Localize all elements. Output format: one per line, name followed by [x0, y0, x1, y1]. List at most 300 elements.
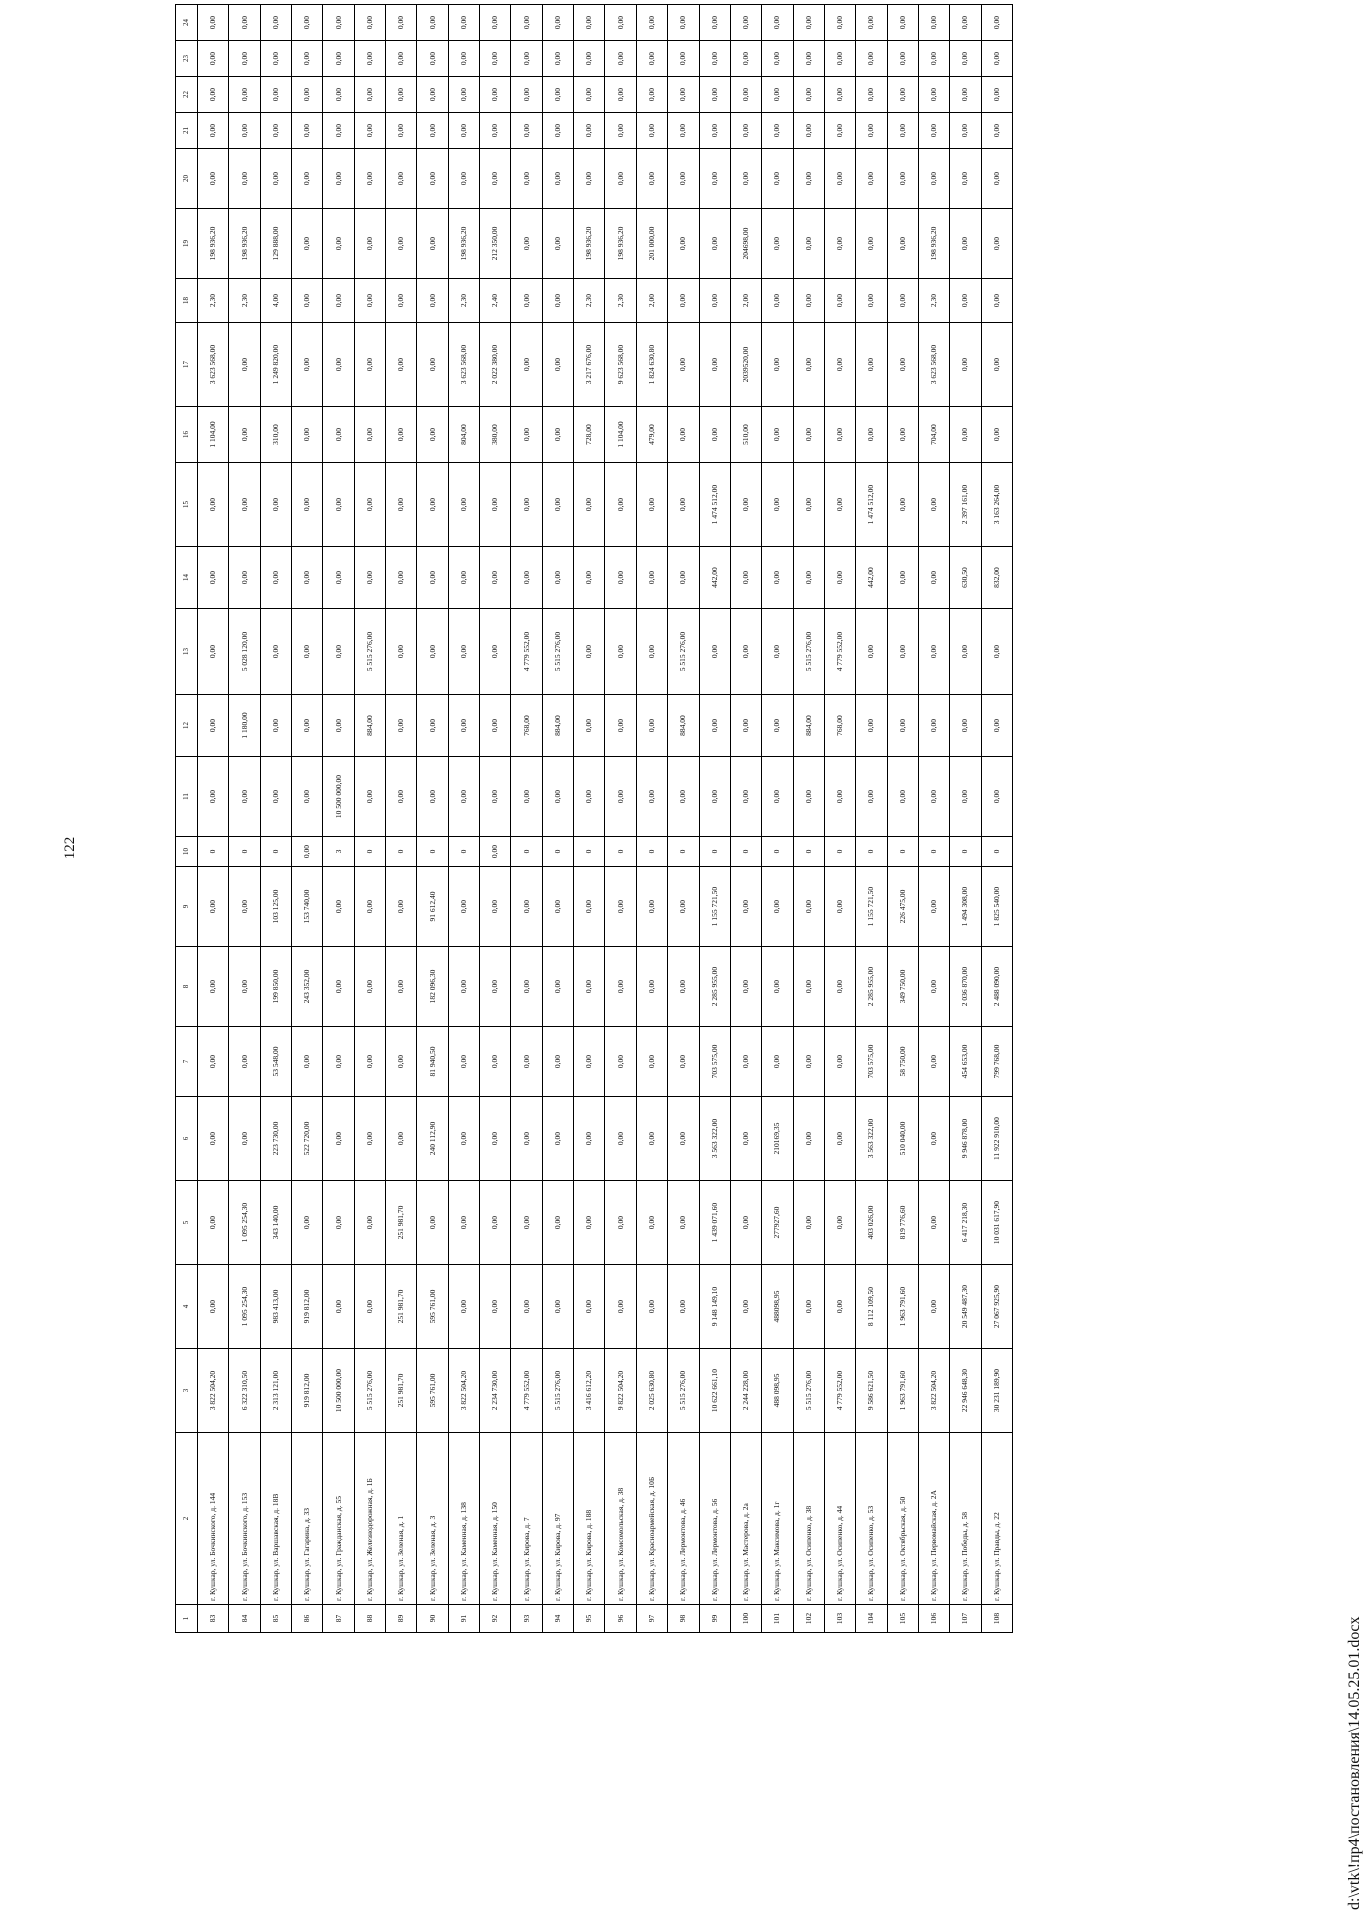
- column-header: 21: [176, 113, 198, 149]
- value-cell: 0,00: [793, 1097, 824, 1181]
- value-cell: 0,00: [417, 41, 448, 77]
- row-number-cell: 90: [417, 1605, 448, 1633]
- value-cell: 0: [699, 837, 730, 867]
- value-cell: 0,00: [824, 463, 855, 547]
- value-cell: 251 981,70: [386, 1265, 417, 1349]
- column-header: 3: [176, 1349, 198, 1433]
- table-body: [198, 5, 1013, 1633]
- value-cell: 201 000,00: [636, 209, 667, 279]
- value-cell: 0,00: [856, 757, 887, 837]
- value-cell: 1 249 820,00: [260, 323, 291, 407]
- value-cell: 522 720,00: [292, 1097, 323, 1181]
- value-cell: 0,00: [605, 113, 636, 149]
- value-cell: 0,00: [292, 279, 323, 323]
- value-cell: 0,00: [981, 113, 1012, 149]
- value-cell: 0,00: [354, 77, 385, 113]
- value-cell: 0,00: [793, 113, 824, 149]
- value-cell: 0: [856, 837, 887, 867]
- row-number-cell: 104: [856, 1605, 887, 1633]
- value-cell: 0,00: [981, 279, 1012, 323]
- value-cell: 0: [354, 837, 385, 867]
- value-cell: 0,00: [229, 5, 260, 41]
- value-cell: 0,00: [762, 867, 793, 947]
- value-cell: 2,30: [198, 279, 229, 323]
- value-cell: 0,00: [636, 947, 667, 1027]
- value-cell: 0,00: [762, 279, 793, 323]
- table-row: [448, 5, 479, 1633]
- value-cell: 0,00: [887, 323, 918, 407]
- value-cell: 0,00: [605, 1097, 636, 1181]
- value-cell: 0,00: [574, 757, 605, 837]
- value-cell: 0,00: [636, 1265, 667, 1349]
- value-cell: 0,00: [699, 609, 730, 695]
- value-cell: 0,00: [480, 837, 511, 867]
- value-cell: 703 575,00: [856, 1027, 887, 1097]
- value-cell: 0: [542, 837, 573, 867]
- value-cell: 0,00: [354, 407, 385, 463]
- value-cell: 0,00: [605, 547, 636, 609]
- value-cell: 0,00: [981, 407, 1012, 463]
- value-cell: 0,00: [260, 609, 291, 695]
- value-cell: 0,00: [542, 867, 573, 947]
- value-cell: 0,00: [511, 1027, 542, 1097]
- value-cell: 198 936,20: [198, 209, 229, 279]
- table-row: [605, 5, 636, 1633]
- value-cell: 0,00: [605, 5, 636, 41]
- value-cell: 0: [730, 837, 761, 867]
- value-cell: 198 936,20: [605, 209, 636, 279]
- value-cell: 0,00: [354, 1181, 385, 1265]
- value-cell: 0,00: [636, 5, 667, 41]
- value-cell: 0,00: [918, 1027, 949, 1097]
- value-cell: 0,00: [730, 867, 761, 947]
- value-cell: 0,00: [511, 323, 542, 407]
- value-cell: 3 623 568,00: [198, 323, 229, 407]
- value-cell: 0: [636, 837, 667, 867]
- row-number-cell: 86: [292, 1605, 323, 1633]
- value-cell: 0,00: [950, 77, 981, 113]
- value-cell: 0,00: [323, 113, 354, 149]
- value-cell: 0,00: [511, 1097, 542, 1181]
- value-cell: 0,00: [918, 757, 949, 837]
- value-cell: 0: [511, 837, 542, 867]
- value-cell: 0,00: [699, 279, 730, 323]
- value-cell: 2,30: [229, 279, 260, 323]
- value-cell: 0,00: [605, 695, 636, 757]
- table-row: [856, 5, 887, 1633]
- value-cell: 1 963 791,60: [887, 1265, 918, 1349]
- value-cell: 0,00: [793, 1027, 824, 1097]
- value-cell: 0,00: [480, 77, 511, 113]
- table-row: [793, 5, 824, 1633]
- value-cell: 0,00: [386, 1097, 417, 1181]
- value-cell: 0,00: [636, 463, 667, 547]
- value-cell: 0,00: [323, 149, 354, 209]
- value-cell: 3 822 504,20: [198, 1349, 229, 1433]
- value-cell: 2 285 955,00: [699, 947, 730, 1027]
- value-cell: 0,00: [887, 695, 918, 757]
- row-number-cell: 108: [981, 1605, 1012, 1633]
- row-number-cell: 87: [323, 1605, 354, 1633]
- value-cell: 0,00: [730, 1265, 761, 1349]
- value-cell: 403 026,00: [856, 1181, 887, 1265]
- value-cell: 0,00: [198, 5, 229, 41]
- value-cell: 0,00: [542, 1265, 573, 1349]
- value-cell: 8 112 109,50: [856, 1265, 887, 1349]
- value-cell: 1 825 540,00: [981, 867, 1012, 947]
- value-cell: 0,00: [730, 757, 761, 837]
- value-cell: 3 416 612,20: [574, 1349, 605, 1433]
- value-cell: 0,00: [198, 113, 229, 149]
- value-cell: 0,00: [480, 113, 511, 149]
- value-cell: 27 067 925,90: [981, 1265, 1012, 1349]
- value-cell: 0,00: [950, 323, 981, 407]
- value-cell: 0,00: [292, 113, 323, 149]
- value-cell: 2,30: [918, 279, 949, 323]
- value-cell: 0,00: [260, 5, 291, 41]
- value-cell: 0: [229, 837, 260, 867]
- value-cell: 983 413,00: [260, 1265, 291, 1349]
- value-cell: 0,00: [793, 867, 824, 947]
- value-cell: 0,00: [386, 463, 417, 547]
- value-cell: 0,00: [605, 1181, 636, 1265]
- value-cell: 3: [323, 837, 354, 867]
- value-cell: 0,00: [950, 5, 981, 41]
- value-cell: 0,00: [354, 947, 385, 1027]
- value-cell: 919 812,00: [292, 1265, 323, 1349]
- column-header: 7: [176, 1027, 198, 1097]
- value-cell: 0: [824, 837, 855, 867]
- value-cell: 0,00: [511, 279, 542, 323]
- value-cell: 0,00: [950, 209, 981, 279]
- value-cell: 0,00: [448, 1265, 479, 1349]
- value-cell: 0,00: [762, 609, 793, 695]
- value-cell: 0,00: [981, 149, 1012, 209]
- value-cell: 240 112,90: [417, 1097, 448, 1181]
- value-cell: 1 824 630,80: [636, 323, 667, 407]
- value-cell: 2 234 730,00: [480, 1349, 511, 1433]
- table-header-row: [176, 5, 198, 1633]
- column-header: 6: [176, 1097, 198, 1181]
- address-cell: г. Кушкар, ул. Зеленая, д. 3: [417, 1433, 448, 1605]
- value-cell: 0,00: [354, 463, 385, 547]
- value-cell: 0,00: [386, 609, 417, 695]
- value-cell: 804,00: [448, 407, 479, 463]
- value-cell: 0,00: [605, 149, 636, 209]
- value-cell: 0,00: [636, 113, 667, 149]
- column-header: 23: [176, 41, 198, 77]
- value-cell: 0,00: [323, 1097, 354, 1181]
- value-cell: 0,00: [668, 323, 699, 407]
- value-cell: 20 549 487,30: [950, 1265, 981, 1349]
- value-cell: 1 439 071,60: [699, 1181, 730, 1265]
- value-cell: 0,00: [354, 41, 385, 77]
- value-cell: 0,00: [824, 867, 855, 947]
- value-cell: 0,00: [981, 77, 1012, 113]
- address-cell: г. Кушкар, ул. Каменная, д. 138: [448, 1433, 479, 1605]
- value-cell: 0,00: [386, 323, 417, 407]
- value-cell: 0,00: [574, 947, 605, 1027]
- value-cell: 0,00: [668, 113, 699, 149]
- value-cell: 0,00: [950, 695, 981, 757]
- value-cell: 0,00: [668, 1027, 699, 1097]
- value-cell: 1 104,00: [198, 407, 229, 463]
- value-cell: 0,00: [542, 1181, 573, 1265]
- value-cell: 0,00: [354, 149, 385, 209]
- value-cell: 81 940,50: [417, 1027, 448, 1097]
- table-row: [198, 5, 229, 1633]
- value-cell: 0,00: [699, 757, 730, 837]
- value-cell: 0,00: [323, 695, 354, 757]
- value-cell: 0,00: [981, 609, 1012, 695]
- address-cell: г. Кушкар, ул. Лермонтова, д. 56: [699, 1433, 730, 1605]
- table-row: [699, 5, 730, 1633]
- value-cell: 0,00: [354, 1097, 385, 1181]
- table-row: [511, 5, 542, 1633]
- value-cell: 0,00: [386, 695, 417, 757]
- value-cell: 0,00: [793, 209, 824, 279]
- value-cell: 5 515 276,00: [793, 609, 824, 695]
- value-cell: 799 768,00: [981, 1027, 1012, 1097]
- value-cell: 0,00: [292, 5, 323, 41]
- value-cell: 3 217 676,00: [574, 323, 605, 407]
- value-cell: 0,00: [887, 5, 918, 41]
- value-cell: 5 515 276,00: [542, 1349, 573, 1433]
- value-cell: 0,00: [574, 41, 605, 77]
- column-header: 9: [176, 867, 198, 947]
- value-cell: 479,00: [636, 407, 667, 463]
- value-cell: 0,00: [229, 41, 260, 77]
- address-cell: г. Кушкар, ул. Зеленая, д. 1: [386, 1433, 417, 1605]
- value-cell: 0,00: [950, 757, 981, 837]
- row-number-cell: 94: [542, 1605, 573, 1633]
- value-cell: 5 515 276,00: [668, 1349, 699, 1433]
- value-cell: 5 028 120,00: [229, 609, 260, 695]
- value-cell: 0,00: [260, 757, 291, 837]
- value-cell: 0,00: [730, 149, 761, 209]
- value-cell: 0,00: [824, 407, 855, 463]
- address-cell: г. Кушкар, ул. Бочкинского, д. 144: [198, 1433, 229, 1605]
- value-cell: 0,00: [918, 41, 949, 77]
- value-cell: 0,00: [417, 695, 448, 757]
- value-cell: 0,00: [354, 1027, 385, 1097]
- value-cell: 0,00: [824, 947, 855, 1027]
- value-cell: 0,00: [730, 609, 761, 695]
- column-header: 2: [176, 1433, 198, 1605]
- value-cell: 0,00: [417, 463, 448, 547]
- value-cell: 0,00: [918, 1097, 949, 1181]
- address-cell: г. Кушкар, ул. Первомайская, д. 2А: [918, 1433, 949, 1605]
- value-cell: 0,00: [229, 867, 260, 947]
- value-cell: 0,00: [448, 547, 479, 609]
- table-row: [730, 5, 761, 1633]
- value-cell: 0,00: [511, 209, 542, 279]
- value-cell: 0,00: [856, 323, 887, 407]
- address-cell: г. Кушкар, ул. Победы, д. 58: [950, 1433, 981, 1605]
- value-cell: 0,00: [292, 757, 323, 837]
- value-cell: 0,00: [511, 1181, 542, 1265]
- value-cell: 2,30: [448, 279, 479, 323]
- address-cell: г. Кушкар, ул. Максимова, д. 1г: [762, 1433, 793, 1605]
- value-cell: 4,00: [260, 279, 291, 323]
- value-cell: 0,00: [668, 867, 699, 947]
- value-cell: 0,00: [574, 1265, 605, 1349]
- document-file-path: d:\vtk\!пр4\постановления\14.05.25.01.docx: [1346, 1616, 1363, 1910]
- value-cell: 884,00: [354, 695, 385, 757]
- value-cell: 0,00: [762, 323, 793, 407]
- rotated-table-container: [175, 15, 1013, 1633]
- value-cell: 0,00: [636, 695, 667, 757]
- value-cell: 0,00: [386, 113, 417, 149]
- value-cell: 0,00: [574, 547, 605, 609]
- row-number-cell: 95: [574, 1605, 605, 1633]
- value-cell: 0,00: [386, 209, 417, 279]
- value-cell: 0,00: [950, 149, 981, 209]
- value-cell: 1 963 791,60: [887, 1349, 918, 1433]
- row-number-cell: 98: [668, 1605, 699, 1633]
- value-cell: 0,00: [856, 407, 887, 463]
- value-cell: 0,00: [636, 1097, 667, 1181]
- value-cell: 1 104,00: [605, 407, 636, 463]
- value-cell: 91 612,40: [417, 867, 448, 947]
- value-cell: 0,00: [824, 5, 855, 41]
- value-cell: 30 231 189,90: [981, 1349, 1012, 1433]
- value-cell: 0,00: [229, 947, 260, 1027]
- value-cell: 0,00: [856, 5, 887, 41]
- column-header: 5: [176, 1181, 198, 1265]
- column-header: 8: [176, 947, 198, 1027]
- value-cell: 2 313 121,00: [260, 1349, 291, 1433]
- value-cell: 0,00: [542, 209, 573, 279]
- value-cell: 226 475,00: [887, 867, 918, 947]
- value-cell: 0,00: [981, 41, 1012, 77]
- value-cell: 0,00: [229, 1097, 260, 1181]
- value-cell: 349 750,00: [887, 947, 918, 1027]
- address-cell: г. Кушкар, ул. Красноармейская, д. 10Б: [636, 1433, 667, 1605]
- value-cell: 0,00: [480, 547, 511, 609]
- value-cell: 0,00: [636, 149, 667, 209]
- value-cell: 0,00: [887, 41, 918, 77]
- address-cell: г. Кушкар, ул. Осипенко, д. 53: [856, 1433, 887, 1605]
- value-cell: 1 155 721,50: [699, 867, 730, 947]
- value-cell: 0,00: [323, 463, 354, 547]
- value-cell: 0,00: [448, 113, 479, 149]
- value-cell: 0,00: [229, 113, 260, 149]
- value-cell: 10 500 000,00: [323, 757, 354, 837]
- value-cell: 0,00: [824, 757, 855, 837]
- value-cell: 0,00: [260, 77, 291, 113]
- column-header: 19: [176, 209, 198, 279]
- value-cell: 10 500 000,00: [323, 1349, 354, 1433]
- value-cell: 0,00: [824, 209, 855, 279]
- value-cell: 0,00: [542, 1097, 573, 1181]
- value-cell: 0: [605, 837, 636, 867]
- value-cell: 0,00: [511, 867, 542, 947]
- value-cell: 0,00: [511, 77, 542, 113]
- table-row: [668, 5, 699, 1633]
- value-cell: 198 936,20: [229, 209, 260, 279]
- value-cell: 0,00: [793, 279, 824, 323]
- address-cell: г. Кушкар, ул. Октябрьская, д. 50: [887, 1433, 918, 1605]
- row-number-cell: 84: [229, 1605, 260, 1633]
- value-cell: 0,00: [574, 695, 605, 757]
- table-row: [636, 5, 667, 1633]
- value-cell: 0,00: [448, 1097, 479, 1181]
- value-cell: 0,00: [229, 757, 260, 837]
- value-cell: 2 022 380,00: [480, 323, 511, 407]
- value-cell: 0,00: [229, 77, 260, 113]
- value-cell: 0,00: [950, 407, 981, 463]
- value-cell: 103 125,00: [260, 867, 291, 947]
- value-cell: 0,00: [730, 5, 761, 41]
- value-cell: 0,00: [918, 609, 949, 695]
- row-number-cell: 99: [699, 1605, 730, 1633]
- value-cell: 277927,60: [762, 1181, 793, 1265]
- value-cell: 0,00: [605, 41, 636, 77]
- value-cell: 251 981,70: [386, 1181, 417, 1265]
- value-cell: 0,00: [292, 695, 323, 757]
- value-cell: 0,00: [824, 1181, 855, 1265]
- value-cell: 0,00: [950, 279, 981, 323]
- value-cell: 0,00: [448, 947, 479, 1027]
- value-cell: 251 981,70: [386, 1349, 417, 1433]
- value-cell: 0,00: [981, 323, 1012, 407]
- value-cell: 595 761,00: [417, 1265, 448, 1349]
- value-cell: 0,00: [323, 1265, 354, 1349]
- value-cell: 0,00: [198, 1181, 229, 1265]
- value-cell: 0,00: [574, 1097, 605, 1181]
- value-cell: 884,00: [793, 695, 824, 757]
- value-cell: 0,00: [887, 149, 918, 209]
- value-cell: 0,00: [198, 1265, 229, 1349]
- value-cell: 0,00: [229, 1027, 260, 1097]
- value-cell: 4 779 552,00: [824, 609, 855, 695]
- value-cell: 0,00: [699, 209, 730, 279]
- value-cell: 0,00: [668, 77, 699, 113]
- value-cell: 0,00: [793, 1181, 824, 1265]
- value-cell: 0,00: [323, 77, 354, 113]
- address-cell: г. Кушкар, ул. Бочкинского, д. 153: [229, 1433, 260, 1605]
- value-cell: 204698,00: [730, 209, 761, 279]
- value-cell: 0,00: [887, 547, 918, 609]
- value-cell: 0,00: [292, 77, 323, 113]
- address-cell: г. Кушкар, ул. Каменная, д. 150: [480, 1433, 511, 1605]
- value-cell: 0,00: [323, 323, 354, 407]
- value-cell: 0,00: [793, 149, 824, 209]
- value-cell: 0,00: [448, 695, 479, 757]
- value-cell: 0,00: [699, 407, 730, 463]
- value-cell: 0,00: [793, 77, 824, 113]
- value-cell: 0,00: [574, 463, 605, 547]
- value-cell: 0,00: [981, 695, 1012, 757]
- value-cell: 0,00: [605, 609, 636, 695]
- value-cell: 0,00: [229, 547, 260, 609]
- value-cell: 0,00: [636, 77, 667, 113]
- value-cell: 0,00: [762, 757, 793, 837]
- value-cell: 0,00: [542, 547, 573, 609]
- value-cell: 0,00: [668, 209, 699, 279]
- value-cell: 0,00: [730, 947, 761, 1027]
- value-cell: 0,00: [354, 867, 385, 947]
- table-row: [229, 5, 260, 1633]
- value-cell: 0,00: [605, 77, 636, 113]
- value-cell: 0,00: [229, 323, 260, 407]
- value-cell: 0,00: [918, 867, 949, 947]
- value-cell: 0,00: [480, 41, 511, 77]
- value-cell: 0,00: [542, 149, 573, 209]
- value-cell: 0: [762, 837, 793, 867]
- value-cell: 442,00: [699, 547, 730, 609]
